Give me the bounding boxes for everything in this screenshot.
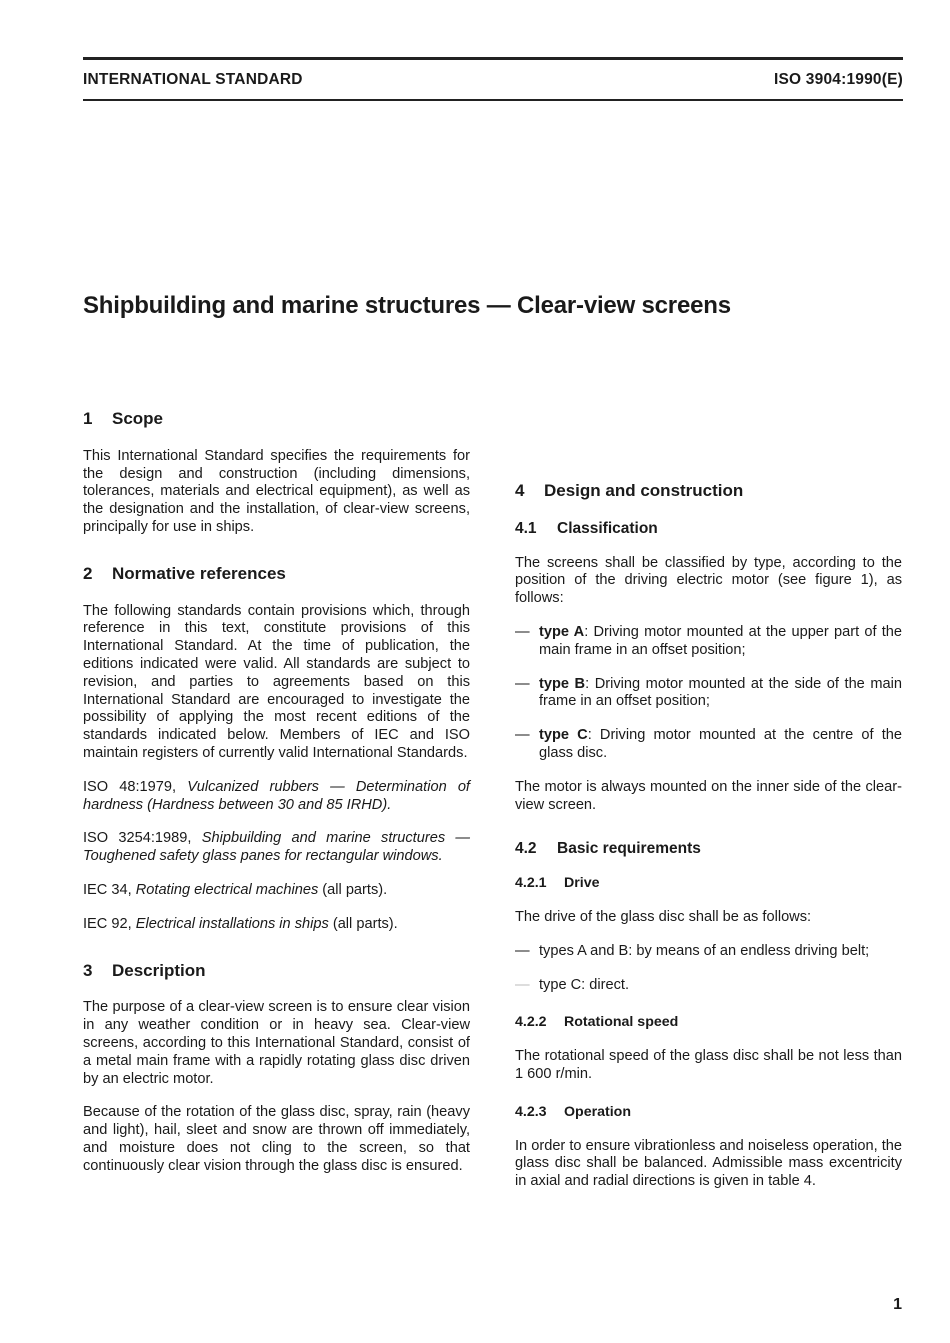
section-title: Basic requirements	[557, 840, 701, 858]
section-number: 4.1	[515, 519, 537, 537]
section-4-2-3-heading	[515, 1104, 902, 1122]
section-4-1-heading	[515, 520, 902, 538]
section-2-heading	[83, 565, 470, 583]
section-title: Description	[112, 960, 206, 980]
operation-paragraph: In order to ensure vibrationless and noiseless operation, the glass disc shall be balanced. Admissible mass excentricity in axial and radial directions is given in table 4.	[515, 1137, 902, 1190]
header-bottom-rule	[83, 99, 903, 101]
list-item	[515, 977, 902, 995]
right-column	[515, 396, 902, 1207]
dash-bullet: —	[515, 942, 530, 959]
classification-paragraph: The screens shall be classified by type, according to the position of the driving electric motor (see figure 1), as follows:	[515, 554, 902, 607]
section-4-2-2-heading	[515, 1014, 902, 1032]
section-3-heading	[83, 962, 470, 980]
rotational-speed-paragraph: The rotational speed of the glass disc shall be not less than 1 600 r/min.	[515, 1048, 902, 1082]
reference-item	[83, 916, 470, 934]
section-number: 4.2.1	[515, 875, 547, 892]
dash-bullet: —	[515, 976, 530, 993]
dash-bullet: —	[515, 727, 530, 744]
reference-title: Shipbuilding and marine structures — Toughened safety glass panes for rectangular windows.	[83, 830, 470, 865]
list-item	[515, 676, 902, 712]
type-description: : Driving motor mounted at the side of the main frame in an offset position;	[539, 675, 902, 710]
reference-item	[83, 830, 470, 866]
reference-suffix: (all parts).	[328, 915, 398, 932]
type-description: : Driving motor mounted at the upper part of the main frame in an offset position;	[539, 623, 902, 658]
reference-suffix: (all parts).	[318, 881, 388, 898]
section-number: 2	[83, 563, 93, 583]
section-title: Rotational speed	[564, 1014, 679, 1031]
motor-mounting-paragraph: The motor is always mounted on the inner side of the clear-view screen.	[515, 778, 902, 813]
reference-title: Rotating electrical machines	[135, 881, 319, 898]
reference-title: Electrical installations in ships	[135, 915, 329, 932]
drive-item-text: type C: direct.	[539, 976, 630, 993]
document-title: Shipbuilding and marine structures — Clear-view screens	[83, 292, 731, 319]
section-title: Drive	[564, 875, 600, 892]
section-title: Design and construction	[544, 481, 744, 500]
section-title: Normative references	[112, 563, 286, 583]
section-1-heading	[83, 410, 470, 428]
scope-paragraph: This International Standard specifies the requirements for the design and construction (including dimensions, tolerances, materials and electrical equipment), as well as the designation and the installation, of clear-view screens, principally for use in ships.	[83, 447, 470, 535]
section-number: 1	[83, 409, 93, 428]
list-item	[515, 727, 902, 763]
reference-code: ISO 3254:1989,	[83, 830, 192, 847]
drive-paragraph: The drive of the glass disc shall be as follows:	[515, 908, 812, 925]
type-label: type C	[539, 727, 588, 744]
section-number: 4.2.2	[515, 1014, 547, 1031]
section-title: Scope	[112, 409, 164, 428]
section-4-2-heading	[515, 840, 902, 858]
header-top-rule	[83, 57, 903, 60]
reference-code: IEC 34,	[83, 881, 132, 898]
description-paragraph-continued: Because of the rotation of the glass disc, spray, rain (heavy and light), hail, sleet and snow are thrown off immediately, and moisture does not cling to the screen, so that continuously clear vision through the glass disc is ensured.	[83, 1104, 470, 1174]
list-item	[515, 624, 902, 660]
normative-references-paragraph: The following standards contain provisions which, through reference in this text, constitute provisions of this International Standard. At the time of publication, the editions indicated were valid. All standards are subject to revision, and parties to agreements based on this International Standard are encouraged to investigate the possibility of applying the most recent editions of the standards indicated below. Members of IEC and ISO maintain registers of currently valid International Standards.	[83, 602, 470, 761]
column-continuation-spacer	[515, 396, 902, 482]
header-standard-type: INTERNATIONAL STANDARD	[83, 71, 303, 88]
reference-code: IEC 92,	[83, 915, 132, 932]
dash-bullet: —	[515, 623, 530, 640]
type-label: type A	[539, 623, 585, 640]
dash-bullet: —	[515, 675, 530, 692]
drive-item-text: types A and B: by means of an endless driving belt;	[539, 942, 870, 959]
reference-code: ISO 48:1979,	[83, 778, 177, 795]
section-title: Operation	[564, 1103, 632, 1120]
section-4-2-1-heading	[515, 875, 902, 893]
reference-title: Vulcanized rubbers — Determination of hardness (Hardness between 30 and 85 IRHD).	[83, 778, 470, 813]
section-number: 3	[83, 960, 93, 980]
reference-item	[83, 779, 470, 815]
reference-item	[83, 882, 470, 900]
section-number: 4.2.3	[515, 1103, 547, 1120]
page-number: 1	[893, 1296, 902, 1313]
type-label: type B	[539, 675, 586, 692]
list-item	[515, 943, 902, 961]
section-number: 4	[515, 481, 525, 500]
header-standard-number: ISO 3904:1990(E)	[774, 71, 903, 88]
description-paragraph: The purpose of a clear-view screen is to ensure clear vision in any weather condition or in heavy sea. Clear-view screens, according to this International Standard, consist of a metal main frame with a rapidly rotating glass disc driven by an electric motor.	[83, 999, 470, 1087]
section-4-heading	[515, 482, 902, 500]
section-title: Classification	[557, 519, 658, 537]
type-description: : Driving motor mounted at the centre of the glass disc.	[539, 727, 902, 761]
section-number: 4.2	[515, 840, 537, 858]
left-column	[83, 410, 470, 1192]
